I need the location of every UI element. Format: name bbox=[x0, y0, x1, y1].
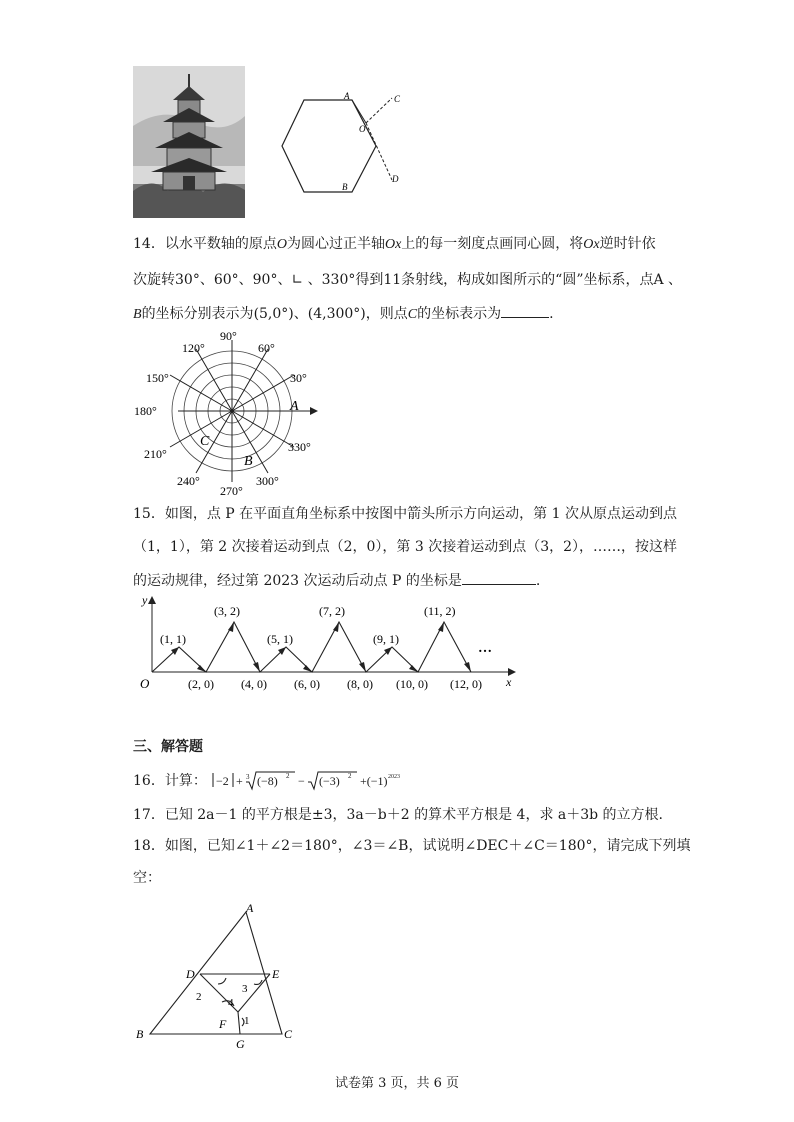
hex-label-O: O bbox=[359, 124, 366, 134]
angle-330: 330° bbox=[288, 440, 311, 454]
q14-var-Ox2: Ox bbox=[583, 237, 600, 252]
pt-G: G bbox=[236, 1037, 245, 1051]
angle-270: 270° bbox=[220, 484, 243, 498]
q14-var-C: C bbox=[407, 307, 418, 322]
angle-60: 60° bbox=[258, 341, 275, 355]
pt-B: B bbox=[136, 1027, 144, 1041]
angle-1: 1 bbox=[244, 1015, 250, 1027]
peak-label-1: (1, 1) bbox=[160, 632, 186, 646]
zigzag-figure bbox=[134, 592, 524, 694]
bottom-label-2: (4, 0) bbox=[241, 677, 267, 691]
pagoda-photo bbox=[133, 66, 245, 218]
angle-150: 150° bbox=[146, 371, 169, 385]
section-title: 三、解答题 bbox=[133, 739, 203, 755]
svg-text:(−3): (−3) bbox=[319, 774, 341, 788]
q14-line1 bbox=[133, 234, 656, 255]
bottom-label-6: (12, 0) bbox=[450, 677, 482, 691]
q14-line3-end: . bbox=[549, 306, 554, 322]
q14-line3 bbox=[133, 303, 554, 325]
peak-label-4: (7, 2) bbox=[319, 604, 345, 618]
axis-x-label: x bbox=[506, 675, 512, 689]
q14-line1-a: 14．以水平数轴的原点 bbox=[133, 236, 277, 252]
bottom-label-3: (6, 0) bbox=[294, 677, 320, 691]
q14-var-O: O bbox=[276, 237, 287, 252]
polar-point-A: A bbox=[290, 399, 299, 414]
q14-line3-c: ，则点 bbox=[365, 306, 408, 322]
q15-line3-text: 的运动规律，经过第 2023 次运动后动点 P 的坐标是 bbox=[133, 573, 462, 589]
peak-label-6: (11, 2) bbox=[424, 604, 456, 618]
q14-point-A: (5,0°) bbox=[253, 306, 294, 322]
page-footer: 试卷第 3 页，共 6 页 bbox=[334, 1076, 460, 1091]
polar-point-C: C bbox=[200, 434, 210, 449]
q14-answer-blank[interactable] bbox=[501, 303, 549, 318]
hexagon-figure bbox=[280, 88, 410, 198]
angle-3: 3 bbox=[242, 983, 248, 995]
q15-answer-blank[interactable] bbox=[462, 570, 536, 585]
angle-90: 90° bbox=[220, 329, 237, 343]
q15-line3-end: . bbox=[535, 573, 541, 589]
angle-180: 180° bbox=[134, 404, 157, 418]
hex-label-A: A bbox=[344, 91, 350, 101]
pt-A: A bbox=[246, 902, 254, 915]
q14-var-B: B bbox=[133, 307, 142, 322]
q14-point-B: (4,300°) bbox=[307, 306, 366, 322]
pt-D: D bbox=[186, 967, 195, 981]
origin-label: O bbox=[140, 676, 150, 691]
q14-line1-d: 逆时针依 bbox=[599, 236, 656, 252]
q16-formula bbox=[211, 769, 401, 793]
svg-text:+: + bbox=[236, 774, 244, 788]
angle-300: 300° bbox=[256, 474, 279, 488]
q14-line1-b: 为圆心过正半轴 bbox=[286, 236, 385, 252]
angle-4: 4 bbox=[228, 997, 234, 1009]
svg-text:−2: −2 bbox=[216, 774, 230, 788]
svg-text:(−8): (−8) bbox=[257, 774, 279, 788]
q16 bbox=[133, 769, 401, 793]
triangle-figure bbox=[130, 902, 300, 1052]
angle-210: 210° bbox=[144, 447, 167, 461]
hex-label-C: C bbox=[394, 94, 401, 104]
q16-text: 16．计算： bbox=[133, 773, 207, 789]
q18-line1: 18．如图，已知∠1＋∠2＝180°，∠3＝∠B，试说明∠DEC＋∠C＝180°，请完成下列填 bbox=[133, 838, 691, 854]
axis-y-label: y bbox=[142, 593, 148, 607]
q14-line3-d: 的坐标表示为 bbox=[417, 306, 502, 322]
ellipsis: … bbox=[478, 641, 492, 656]
pt-E: E bbox=[272, 967, 280, 981]
svg-text:2: 2 bbox=[286, 772, 290, 780]
q18-line2: 空： bbox=[133, 870, 161, 886]
q15-line3 bbox=[133, 570, 540, 591]
q14-var-Ox: Ox bbox=[384, 237, 402, 252]
polar-point-B: B bbox=[244, 454, 253, 469]
q14-line1-c: 上的每一刻度点画同心圆，将 bbox=[401, 236, 584, 252]
pt-C: C bbox=[284, 1027, 293, 1041]
hex-label-D: D bbox=[392, 174, 399, 184]
peak-label-2: (3, 2) bbox=[214, 604, 240, 618]
svg-text:3: 3 bbox=[246, 773, 250, 781]
bottom-label-1: (2, 0) bbox=[188, 677, 214, 691]
q14-line2: 次旋转30°、60°、90°、∟ 、330°得到11条射线，构成如图所示的“圆”坐标系，点A 、 bbox=[133, 272, 683, 288]
angle-240: 240° bbox=[177, 474, 200, 488]
angle-30: 30° bbox=[290, 371, 307, 385]
polar-figure bbox=[128, 326, 328, 498]
pt-F: F bbox=[219, 1017, 227, 1031]
svg-text:+(−1): +(−1) bbox=[360, 774, 388, 788]
q14-line3-a: 的坐标分别表示为 bbox=[141, 306, 254, 322]
hex-label-B: B bbox=[342, 182, 348, 192]
q14-line3-b: 、 bbox=[293, 306, 308, 322]
peak-label-3: (5, 1) bbox=[267, 632, 293, 646]
q15-line2: （1，1），第 2 次接着运动到点（2，0），第 3 次接着运动到点（3，2），……，按这样 bbox=[133, 539, 678, 555]
peak-label-5: (9, 1) bbox=[373, 632, 399, 646]
svg-text:2023: 2023 bbox=[388, 774, 401, 780]
q15-line1: 15．如图，点 P 在平面直角坐标系中按图中箭头所示方向运动，第 1 次从原点运动到点 bbox=[133, 506, 677, 522]
angle-2: 2 bbox=[196, 991, 202, 1003]
bottom-label-5: (10, 0) bbox=[396, 677, 428, 691]
svg-text:−: − bbox=[298, 774, 306, 788]
q17: 17．已知 2a－1 的平方根是±3，3a－b＋2 的算术平方根是 4，求 a＋3b 的立方根. bbox=[133, 807, 664, 823]
angle-120: 120° bbox=[182, 341, 205, 355]
svg-text:2: 2 bbox=[348, 772, 352, 780]
bottom-label-4: (8, 0) bbox=[347, 677, 373, 691]
